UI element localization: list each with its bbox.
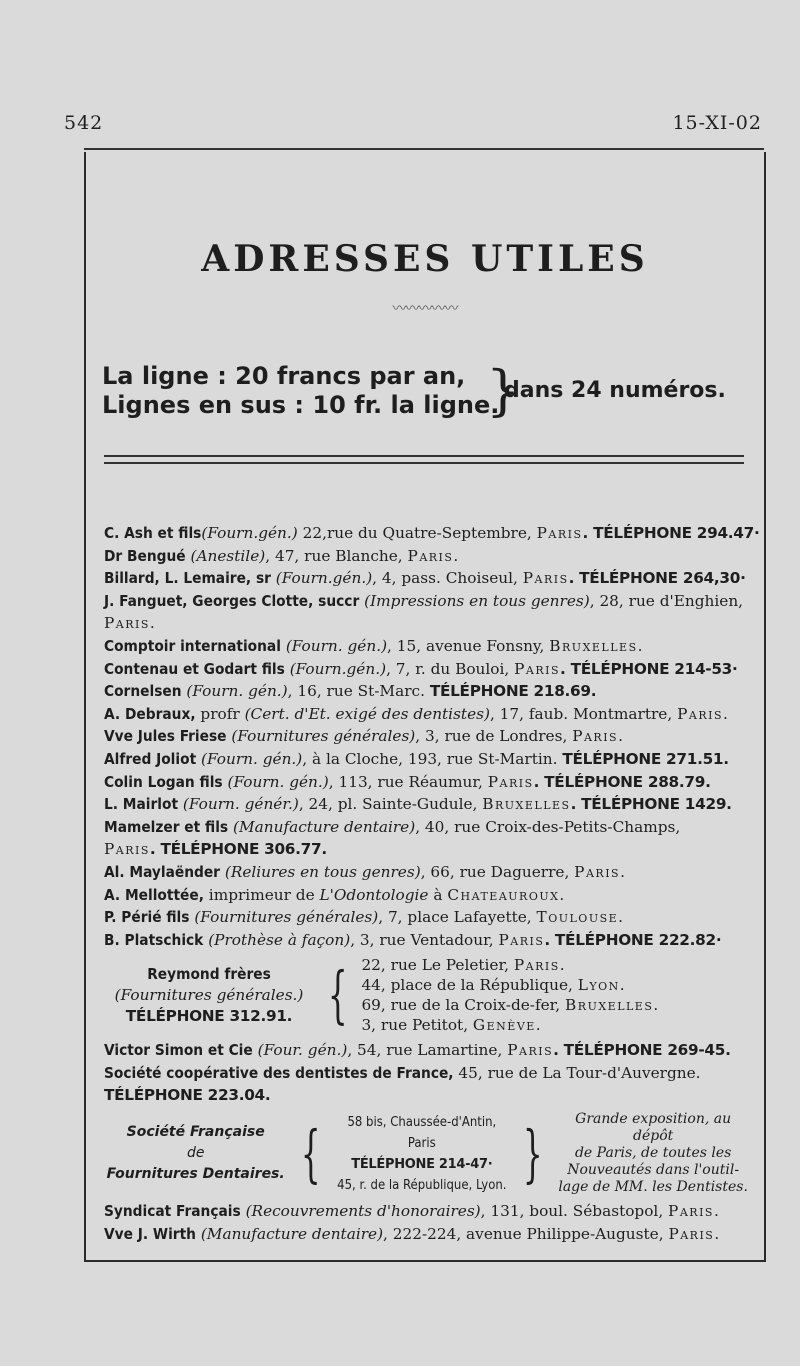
brace-icon: } (486, 359, 521, 422)
double-rule (104, 455, 744, 464)
sffd-block: Société Française de Fournitures Dentaires. { 58 bis, Chaussée-d'Antin, Paris TÉLÉPHONE 214-47· 45, r. de la République, Lyon. } Grande exposition, au dépôt de Paris, de toutes les Nouveautés dans l'outil- lage de MM. les Dentistes. (106, 1111, 748, 1196)
header-rule (84, 148, 764, 150)
reymond-block: Reymond frères (Fournitures générales.) TÉLÉPHONE 312.91. { 22, rue Le Peletier, Paris. 44, place de la République, Lyon. 69, rue de la Croix-de-fer, Bruxelles. 3, rue Petitot, Genève. (114, 956, 660, 1035)
rate-suffix: dans 24 numéros. (504, 378, 726, 403)
list-item: Cornelsen (Fourn. gén.), 16, rue St-Marc. TÉLÉPHONE 218.69. (104, 682, 597, 701)
list-item: P. Périé fils (Fournitures générales), 7, place Lafayette, Toulouse. (104, 908, 625, 927)
list-item: Société coopérative des dentistes de France, 45, rue de La Tour-d'Auvergne. TÉLÉPHONE 223.04. (104, 1063, 701, 1105)
list-item: Syndicat Français (Recouvrements d'honoraires), 131, boul. Sébastopol, Paris. (104, 1202, 721, 1221)
list-item: L. Mairlot (Fourn. génér.), 24, pl. Sainte-Gudule, Bruxelles. TÉLÉPHONE 1429. (104, 795, 732, 814)
brace-icon: } (522, 1116, 543, 1190)
wave-ornament-icon: 〰〰〰〰〰 (392, 301, 458, 317)
rate-line-1: La ligne : 20 francs par an, (102, 362, 466, 390)
page-number: 542 (64, 112, 104, 134)
list-item: C. Ash et fils(Fourn.gén.) 22,rue du Quatre-Septembre, Paris. TÉLÉPHONE 294.47· (104, 524, 760, 542)
list-item: Colin Logan fils (Fourn. gén.), 113, rue Réaumur, Paris. TÉLÉPHONE 288.79. (104, 772, 711, 791)
list-item: Al. Maylaënder (Reliures en tous genres), 66, rue Daguerre, Paris. (104, 862, 627, 881)
address-listings (104, 522, 760, 1245)
list-item: A. Mellottée, imprimeur de L'Odontologie à Chateauroux. (104, 885, 566, 904)
list-item: Vve J. Wirth (Manufacture dentaire), 222-224, avenue Philippe-Auguste, Paris. (104, 1224, 721, 1243)
list-item: A. Debraux, profr (Cert. d'Et. exigé des dentistes), 17, faub. Montmartre, Paris. (104, 704, 730, 723)
list-item: Contenau et Godart fils (Fourn.gén.), 7, r. du Bouloi, Paris. TÉLÉPHONE 214-53· (104, 659, 738, 678)
list-item: Billard, L. Lemaire, sr (Fourn.gén.), 4, pass. Choiseul, Paris. TÉLÉPHONE 264,30· (104, 569, 746, 588)
issue-date: 15-XI-02 (672, 112, 762, 134)
list-item: Vve Jules Friese (Fournitures générales), 3, rue de Londres, Paris. (104, 727, 625, 746)
section-title: ADRESSES UTILES (201, 238, 649, 280)
list-item: Comptoir international (Fourn. gén.), 15, avenue Fonsny, Bruxelles. (104, 636, 644, 655)
rate-line-2: Lignes en sus : 10 fr. la ligne. (102, 391, 500, 419)
list-item: Victor Simon et Cie (Four. gén.), 54, rue Lamartine, Paris. TÉLÉPHONE 269-45. (104, 1041, 731, 1060)
rate-notice (102, 359, 762, 422)
page-header (64, 112, 762, 142)
list-item: Alfred Joliot (Fourn. gén.), à la Cloche, 193, rue St-Martin. TÉLÉPHONE 271.51. (104, 749, 729, 768)
list-item: J. Fanguet, Georges Clotte, succr (Impressions en tous genres), 28, rue d'Enghien, Paris. (104, 591, 744, 633)
list-item: B. Platschick (Prothèse à façon), 3, rue Ventadour, Paris. TÉLÉPHONE 222.82· (104, 930, 722, 949)
brace-icon: { (301, 1116, 321, 1190)
brace-icon: { (327, 958, 348, 1032)
list-item: Mamelzer et fils (Manufacture dentaire), 40, rue Croix-des-Petits-Champs, Paris. TÉLÉPHONE 306.77. (104, 817, 681, 859)
list-item: Dr Bengué (Anestile), 47, rue Blanche, Paris. (104, 546, 460, 565)
